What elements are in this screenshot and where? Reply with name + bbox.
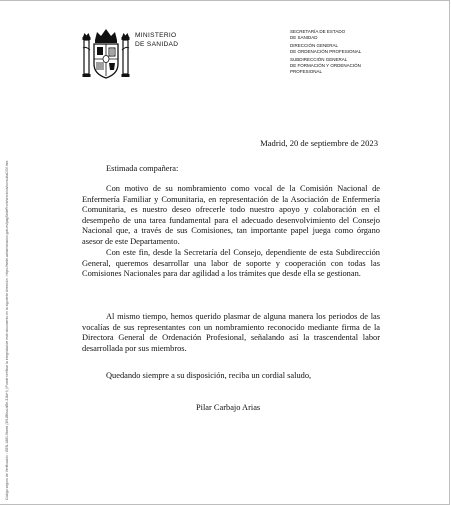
verification-text: Código seguro de Verificación : GEN-1880-9bced (3!9-8f6ca-bf5e-31fa+l) | Puede verificar la integridad de este documento en la siguiente dirección : https://sede.administracion.gob.es/pagSedeFront/servicios/consultaCSV.htm bbox=[5, 160, 9, 500]
paragraph-1: Con motivo de su nombramiento como vocal de la Comisión Nacional de Enfermería Familiar y Comunitaria, en representación de la Asociación de Enfermería Comunitaria, es nuestro deseo ofrecerle todo nuestro apoyo y colaboración en el desempeño de una tarea fundamental para el adecuado desenvolvimiento del Consejo Nacional que, a través de sus Comisiones, tan importante papel juega como órgano asesor de este Departamento. bbox=[82, 184, 380, 246]
directorate-line-1: DIRECCIÓN GENERAL bbox=[290, 43, 339, 49]
paragraph-3: Al mismo tiempo, hemos querido plasmar de alguna manera los periodos de las vocalías de sus representantes con un nombramiento reconocido mediante firma de la Directora General de Ordenación Profesional, señalando así la trascendental labor desarrollada por sus miembros. bbox=[82, 312, 380, 353]
directorate-line-2: DE ORDENACIÓN PROFESIONAL bbox=[290, 48, 362, 54]
verification-strip bbox=[0, 0, 10, 505]
paragraph-2: Con este fin, desde la Secretaría del Consejo, dependiente de esta Subdirección General, queremos desarrollar una labor de soporte y cooperación con todas las Comisiones Nacionales para dar agilidad a los trámites que desde ella se gestionan. bbox=[82, 248, 380, 279]
signature-name: Pilar Carbajo Arias bbox=[196, 403, 261, 412]
directorate-block bbox=[290, 43, 420, 54]
ministry-name bbox=[135, 32, 178, 49]
secretariat-block bbox=[290, 29, 420, 40]
ministry-line-2: DE SANIDAD bbox=[135, 40, 179, 48]
coat-of-arms-logo bbox=[81, 26, 131, 82]
subdirectorate-line-1: SUBDIRECCIÓN GENERAL bbox=[290, 57, 348, 63]
closing-line: Quedando siempre a su disposición, reciba un cordial saludo, bbox=[106, 371, 312, 380]
secretariat-line-1: SECRETARÍA DE ESTADO bbox=[290, 29, 346, 34]
subdirectorate-line-3: PROFESIONAL bbox=[290, 68, 323, 74]
secretariat-line-2: DE SANIDAD bbox=[290, 34, 318, 40]
subdirectorate-line-2: DE FORMACIÓN Y ORDENACIÓN bbox=[290, 62, 361, 68]
ministry-line-1: MINISTERIO bbox=[135, 32, 177, 39]
salutation: Estimada compañera: bbox=[106, 164, 179, 173]
department-header bbox=[290, 29, 420, 77]
subdirectorate-block bbox=[290, 57, 420, 74]
letter-date: Madrid, 20 de septiembre de 2023 bbox=[260, 138, 378, 148]
